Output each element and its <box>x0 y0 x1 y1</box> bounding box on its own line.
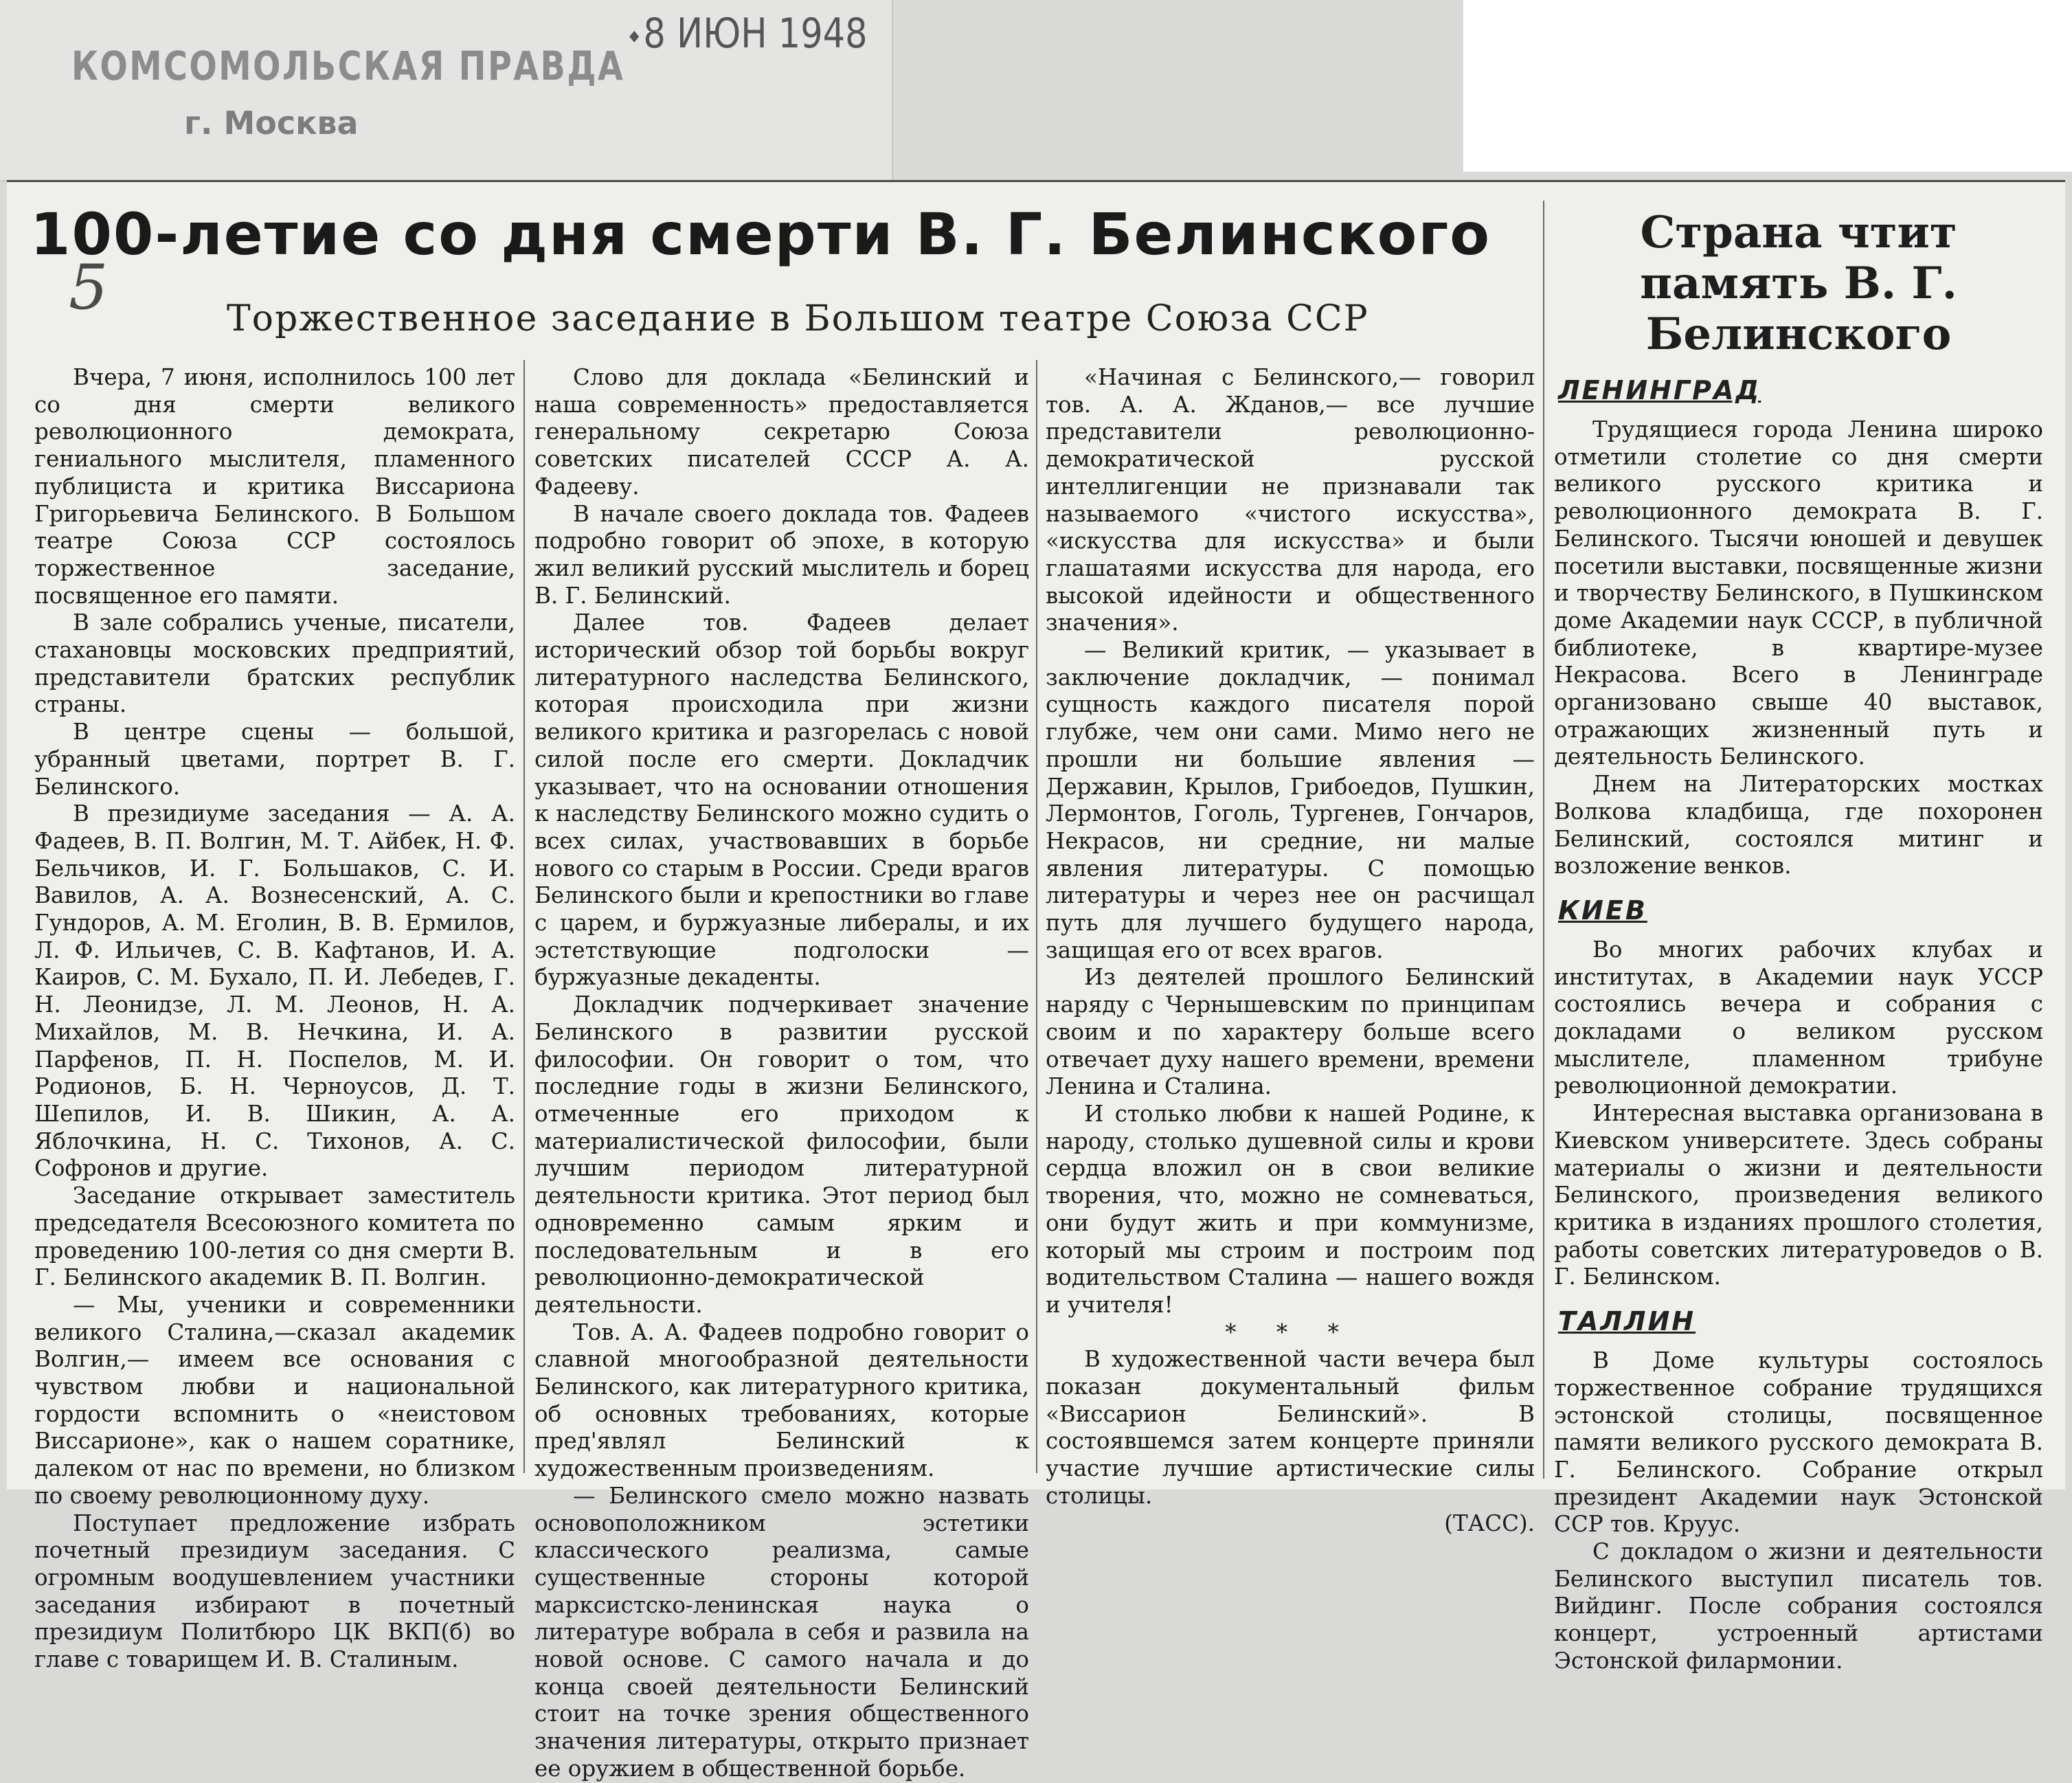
article-paragraph: В зале собрались ученые, писатели, стахановцы московских предприятий, представители братских республик страны. <box>34 609 515 718</box>
side-headline: Страна чтит память В. Г. Белинского <box>1640 207 1957 360</box>
article-column-3 <box>1046 364 1535 1536</box>
side-paragraph: В Доме культуры состоялось торжественное собрание трудящихся эстонской столицы, посвященное памяти великого русского демократа В. Г. Белинского. Собрание открыл президент Академии наук Эстонской ССР тов. Круус. <box>1554 1347 2043 1538</box>
article-paragraph: Докладчик подчеркивает значение Белинского в развитии русской философии. Он говорит о том, что последние годы в жизни Белинского, отмеченные его приходом к материалистической философии, были лучшим периодом литературной деятельности критика. Этот период был одновременно самым ярким и последовательным и в его революционно-демократической деятельности. <box>534 991 1029 1318</box>
article-paragraph: — Великий критик, — указывает в заключение докладчик, — понимал сущность каждого писателя порой глубже, чем они сами. Мимо него не прошли ни большие явления — Державин, Крылов, Грибоедов, Пушкин, Лермонтов, Гоголь, Тургенев, Гончаров, Некрасов, ни средние, ни малые явления литературы. С помощью литературы и через нее он расчищал путь для лучшего будущего народа, защищая его от всех врагов. <box>1046 637 1535 963</box>
article-column-2 <box>534 364 1029 1782</box>
main-headline: 100-летие со дня смерти В. Г. Белинского <box>30 201 1491 268</box>
blank-paper-area <box>1463 0 2072 172</box>
side-paragraph: С докладом о жизни и деятельности Белинского выступил писатель тов. Вийдинг. После собрания состоялся концерт, устроенный артистами Эстонской филармонии. <box>1554 1538 2043 1674</box>
newspaper-stamp: КОМСОМОЛЬСКАЯ ПРАВДА <box>71 43 625 89</box>
article-paragraph: В начале своего доклада тов. Фадеев подробно говорит об эпохе, в которую жил великий русский мыслитель и борец В. Г. Белинский. <box>534 500 1029 609</box>
side-paragraph: Во многих рабочих клубах и институтах, в Академии наук УССР состоялись вечера и собрания с докладами о великом русском мыслителе, пламенном трибуне революционной демократии. <box>1554 936 2043 1099</box>
article-paragraph: — Белинского смело можно назвать основоположником эстетики классического реализма, самые существенные стороны которой марксистско-ленинская наука о литературе вобрала в себя и развила на новой основе. С самого начала и до конца своей деятельности Белинский стоит на точке зрения общественного значения литературы, открыто признает ее оружием в общественной борьбе. <box>534 1482 1029 1782</box>
article-paragraph: Слово для доклада «Белинский и наша современность» предоставляется генеральному секретарю Союза советских писателей СССР А. А. Фадееву. <box>534 364 1029 500</box>
clipping-top-rule <box>7 180 2065 182</box>
article-paragraph: В центре сцены — большой, убранный цветами, портрет В. Г. Белинского. <box>34 719 515 800</box>
column-divider <box>1036 360 1037 1473</box>
article-paragraph: В художественной части вечера был показан документальный фильм «Виссарион Белинский». В состоявшемся затем концерте приняли участие лучшие артистические силы столицы. <box>1046 1346 1535 1509</box>
article-paragraph: В президиуме заседания — А. А. Фадеев, В. П. Волгин, М. Т. Айбек, Н. Ф. Бельчиков, И. Г. Большаков, С. И. Вавилов, А. А. Вознесенский, А. С. Гундоров, А. М. Еголин, В. В. Ермилов, Л. Ф. Ильичев, С. В. Кафтанов, И. А. Каиров, С. М. Бухало, П. И. Лебедев, Г. Н. Леонидзе, Л. М. Леонов, Н. А. Михайлов, М. В. Нечкина, И. А. Парфенов, П. Н. Поспелов, М. И. Родионов, Б. Н. Черноусов, Д. Т. Шепилов, И. В. Шикин, А. А. Яблочкина, Н. С. Тихонов, А. С. Софронов и другие. <box>34 800 515 1182</box>
main-subheadline: Торжественное заседание в Большом театре Союза ССР <box>227 298 1369 339</box>
side-article <box>1554 207 2043 1674</box>
city-heading-tallin: ТАЛЛИН <box>1558 1306 1696 1337</box>
section-divider <box>1543 201 1544 1479</box>
article-paragraph: Далее тов. Фадеев делает исторический обзор той борьбы вокруг литературного наследства Белинского, которая происходила при жизни великого критика и разгорелась с новой силой после его смерти. Докладчик указывает, что на основании отношения к наследству Белинского можно судить о всех силах, участвовавших в борьбе нового со старым в России. Среди врагов Белинского были и крепостники во главе с царем, и буржуазные либералы, и их эстетствующие подголоски — буржуазные декаденты. <box>534 609 1029 991</box>
city-heading-leningrad: ЛЕНИНГРАД <box>1558 375 1761 405</box>
source-attribution: (ТАСС). <box>1444 1510 1535 1536</box>
column-divider <box>523 360 525 1473</box>
side-paragraph: Днем на Литераторских мостках Волкова кладбища, где похоронен Белинский, состоялся митинг и возложение венков. <box>1554 771 2043 879</box>
date-stamp: ◆ 8 ИЮН 1948 <box>629 10 868 58</box>
side-paragraph: Трудящиеся города Ленина широко отметили столетие со дня смерти великого русского критика и революционного демократа В. Г. Белинского. Тысячи юношей и девушек посетили выставки, посвященные жизни и творчеству Белинского, в Пушкинском доме Академии наук СССР, в публичной библиотеке, в квартире-музее Некрасова. Всего в Ленинграде организовано свыше 40 выставок, отражающих жизненный путь и деятельность Белинского. <box>1554 416 2043 770</box>
city-stamp: г. Москва <box>184 104 359 142</box>
article-paragraph: «Начиная с Белинского,— говорил тов. А. А. Жданов,— все лучшие представители революционно-демократической русской интеллигенции не признавали так называемого «чистого искусства», «искусства для искусства» и были глашатаями искусства для народа, его высокой идейности и общественного значения». <box>1046 364 1535 636</box>
section-separator: * * * <box>1225 1319 1355 1345</box>
article-paragraph: — Мы, ученики и современники великого Сталина,—сказал академик Волгин,— имеем все основания с чувством любви и национальной гордости вспомнить о «неистовом Виссарионе», как о нашем соратнике, далеком от нас по времени, но близком по своему революционному духу. <box>34 1291 515 1509</box>
archive-label-card <box>0 0 893 181</box>
side-paragraph: Интересная выставка организована в Киевском университете. Здесь собраны материалы о жизни и деятельности Белинского, произведения великого критика в изданиях прошлого столетия, работы советских литературоведов о В. Г. Белинском. <box>1554 1100 2043 1290</box>
article-paragraph: Вчера, 7 июня, исполнилось 100 лет со дня смерти великого революционного демократа, гениального мыслителя, пламенного публициста и критика Виссариона Григорьевича Белинского. В Большом театре Союза ССР состоялось торжественное заседание, посвященное его памяти. <box>34 364 515 609</box>
article-paragraph: Тов. А. А. Фадеев подробно говорит о славной многообразной деятельности Белинского, как литературного критика, об основных требованиях, которые пред'являл Белинский к художественным произведениям. <box>534 1319 1029 1482</box>
article-paragraph: Заседание открывает заместитель председателя Всесоюзного комитета по проведению 100-летия со дня смерти В. Г. Белинского академик В. П. Волгин. <box>34 1182 515 1291</box>
article-paragraph: Из деятелей прошлого Белинский наряду с Чернышевским по принципам своим и по характеру больше всего отвечает духу нашего времени, времени Ленина и Сталина. <box>1046 964 1535 1100</box>
newspaper-clipping <box>7 180 2065 1782</box>
article-paragraph: Поступает предложение избрать почетный президиум заседания. С огромным воодушевлением участники заседания избирают в почетный президиум Политбюро ЦК ВКП(б) во главе с товарищем И. В. Сталиным. <box>34 1510 515 1673</box>
city-heading-kiev: КИЕВ <box>1558 895 1647 926</box>
article-column-1 <box>34 364 515 1673</box>
article-paragraph: И столько любви к нашей Родине, к народу, столько душевной силы и крови сердца вложил он в свои великие творения, что, можно не сомневаться, они будут жить и при коммунизме, который мы строим и построим под водительством Сталина — нашего вождя и учителя! <box>1046 1100 1535 1318</box>
handwritten-number: 5 <box>69 251 109 324</box>
